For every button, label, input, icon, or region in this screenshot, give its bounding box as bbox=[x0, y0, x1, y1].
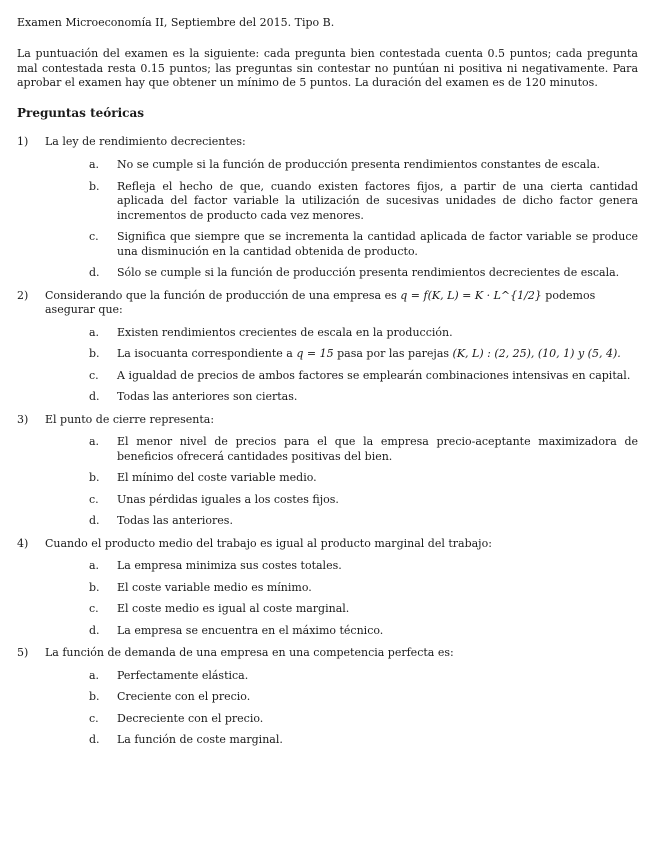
answer-option bbox=[45, 326, 638, 341]
answer-option bbox=[45, 712, 638, 727]
answer-text: La empresa minimiza sus costes totales. bbox=[117, 559, 342, 572]
answer-option bbox=[45, 624, 638, 639]
answer-letter: a. bbox=[89, 325, 100, 339]
answer-letter: c. bbox=[89, 492, 99, 506]
answer-text: Significa que siempre que se incrementa la cantidad aplicada de factor variable se produce una disminución en la cantidad obtenida de producto. bbox=[117, 230, 638, 258]
answer-list bbox=[45, 435, 638, 529]
answer-letter: a. bbox=[89, 668, 100, 682]
answer-letter: b. bbox=[89, 471, 100, 484]
answer-option bbox=[45, 369, 638, 384]
answer-option bbox=[45, 559, 638, 574]
answer-text: El menor nivel de precios para el que la empresa precio-aceptante maximizadora de beneficios ofrecerá cantidades positivas del bien. bbox=[117, 435, 638, 463]
answer-text: Existen rendimientos crecientes de escala en la producción. bbox=[117, 325, 453, 339]
answer-letter: b. bbox=[89, 690, 100, 703]
answer-option bbox=[45, 514, 638, 529]
factor-pairs: (K, L) : (2, 25), (10, 1) y (5, 4). bbox=[452, 347, 621, 360]
question-text bbox=[45, 289, 638, 318]
answer-letter: d. bbox=[89, 390, 100, 403]
question-text: La ley de rendimiento decrecientes: bbox=[45, 134, 246, 148]
question-3 bbox=[17, 413, 638, 529]
answer-text-part: pasa por las parejas bbox=[333, 347, 453, 360]
answer-letter: c. bbox=[89, 230, 99, 243]
answer-text: El mínimo del coste variable medio. bbox=[117, 471, 317, 484]
answer-letter: a. bbox=[89, 158, 100, 171]
answer-list bbox=[45, 326, 638, 405]
answer-option bbox=[45, 230, 638, 259]
answer-option bbox=[45, 690, 638, 705]
answer-letter: c. bbox=[89, 711, 99, 725]
answer-list bbox=[45, 559, 638, 638]
isoquant-level: q = 15 bbox=[296, 347, 334, 360]
answer-option bbox=[45, 180, 638, 224]
answer-option bbox=[45, 733, 638, 748]
answer-list bbox=[45, 669, 638, 748]
question-list bbox=[17, 135, 638, 748]
question-number: 5) bbox=[17, 646, 29, 659]
question-4 bbox=[17, 537, 638, 639]
answer-text: Perfectamente elástica. bbox=[117, 668, 249, 682]
question-1 bbox=[17, 135, 638, 281]
answer-text bbox=[117, 347, 621, 360]
answer-text: Todas las anteriores son ciertas. bbox=[117, 390, 298, 403]
answer-letter: d. bbox=[89, 733, 100, 746]
production-function-formula: q = f(K, L) = K · L^{1/2} bbox=[400, 288, 542, 302]
question-text: La función de demanda de una empresa en una competencia perfecta es: bbox=[45, 646, 454, 659]
answer-letter: c. bbox=[89, 368, 99, 382]
answer-text: Decreciente con el precio. bbox=[117, 711, 264, 725]
question-number: 3) bbox=[17, 412, 29, 426]
question-number: 4) bbox=[17, 536, 29, 550]
answer-option bbox=[45, 266, 638, 281]
answer-letter: b. bbox=[89, 347, 100, 360]
answer-letter: b. bbox=[89, 580, 100, 594]
answer-letter: d. bbox=[89, 623, 100, 637]
answer-letter: d. bbox=[89, 266, 100, 279]
answer-letter: b. bbox=[89, 179, 100, 193]
question-text-part: podemos asegurar que: bbox=[45, 288, 596, 316]
answer-text: A igualdad de precios de ambos factores se emplearán combinaciones intensivas en capital. bbox=[117, 368, 631, 382]
answer-text: Creciente con el precio. bbox=[117, 690, 251, 703]
answer-option bbox=[45, 602, 638, 617]
question-number: 1) bbox=[17, 134, 29, 148]
answer-text-part: La isocuanta correspondiente a bbox=[117, 347, 297, 360]
exam-instructions: La puntuación del examen es la siguiente: cada pregunta bien contestada cuenta 0.5 puntos; cada pregunta mal contestada resta 0.15 puntos; las preguntas sin contestar no puntúan ni positiva ni negativamente. Para aprobar el examen hay que obtener un mínimo de 5 puntos. La duración del examen es de 120 minutos. bbox=[17, 47, 638, 89]
answer-list bbox=[45, 158, 638, 281]
answer-text: Unas pérdidas iguales a los costes fijos. bbox=[117, 492, 339, 506]
answer-option bbox=[45, 581, 638, 596]
section-title: Preguntas teóricas bbox=[17, 105, 144, 120]
question-2 bbox=[17, 289, 638, 405]
answer-text: El coste variable medio es mínimo. bbox=[117, 580, 312, 594]
answer-text: Sólo se cumple si la función de producción presenta rendimientos decrecientes de escala. bbox=[117, 266, 620, 279]
answer-option bbox=[45, 493, 638, 508]
question-5 bbox=[17, 646, 638, 748]
answer-option bbox=[45, 347, 638, 362]
answer-option bbox=[45, 158, 638, 173]
answer-letter: a. bbox=[89, 435, 100, 448]
answer-option bbox=[45, 435, 638, 464]
answer-letter: a. bbox=[89, 559, 100, 572]
question-text: Cuando el producto medio del trabajo es igual al producto marginal del trabajo: bbox=[45, 536, 492, 550]
answer-text: Todas las anteriores. bbox=[117, 514, 233, 527]
question-number: 2) bbox=[17, 288, 29, 302]
answer-text: Refleja el hecho de que, cuando existen factores fijos, a partir de una cierta cantidad aplicada del factor variable la utilización de sucesivas unidades de dicho factor genera incrementos de producto cada vez menores. bbox=[117, 179, 638, 222]
answer-option bbox=[45, 390, 638, 405]
question-text: El punto de cierre representa: bbox=[45, 412, 215, 426]
exam-title: Examen Microeconomía II, Septiembre del 2015. Tipo B. bbox=[17, 16, 335, 29]
answer-option bbox=[45, 669, 638, 684]
answer-text: La empresa se encuentra en el máximo técnico. bbox=[117, 623, 384, 637]
answer-text: El coste medio es igual al coste marginal. bbox=[117, 602, 350, 615]
answer-letter: c. bbox=[89, 602, 99, 615]
question-text-part: Considerando que la función de producción de una empresa es bbox=[45, 288, 401, 302]
exam-page bbox=[17, 16, 638, 748]
answer-letter: d. bbox=[89, 514, 100, 527]
answer-text: La función de coste marginal. bbox=[117, 733, 283, 746]
answer-text: No se cumple si la función de producción presenta rendimientos constantes de escala. bbox=[117, 158, 600, 171]
answer-option bbox=[45, 471, 638, 486]
